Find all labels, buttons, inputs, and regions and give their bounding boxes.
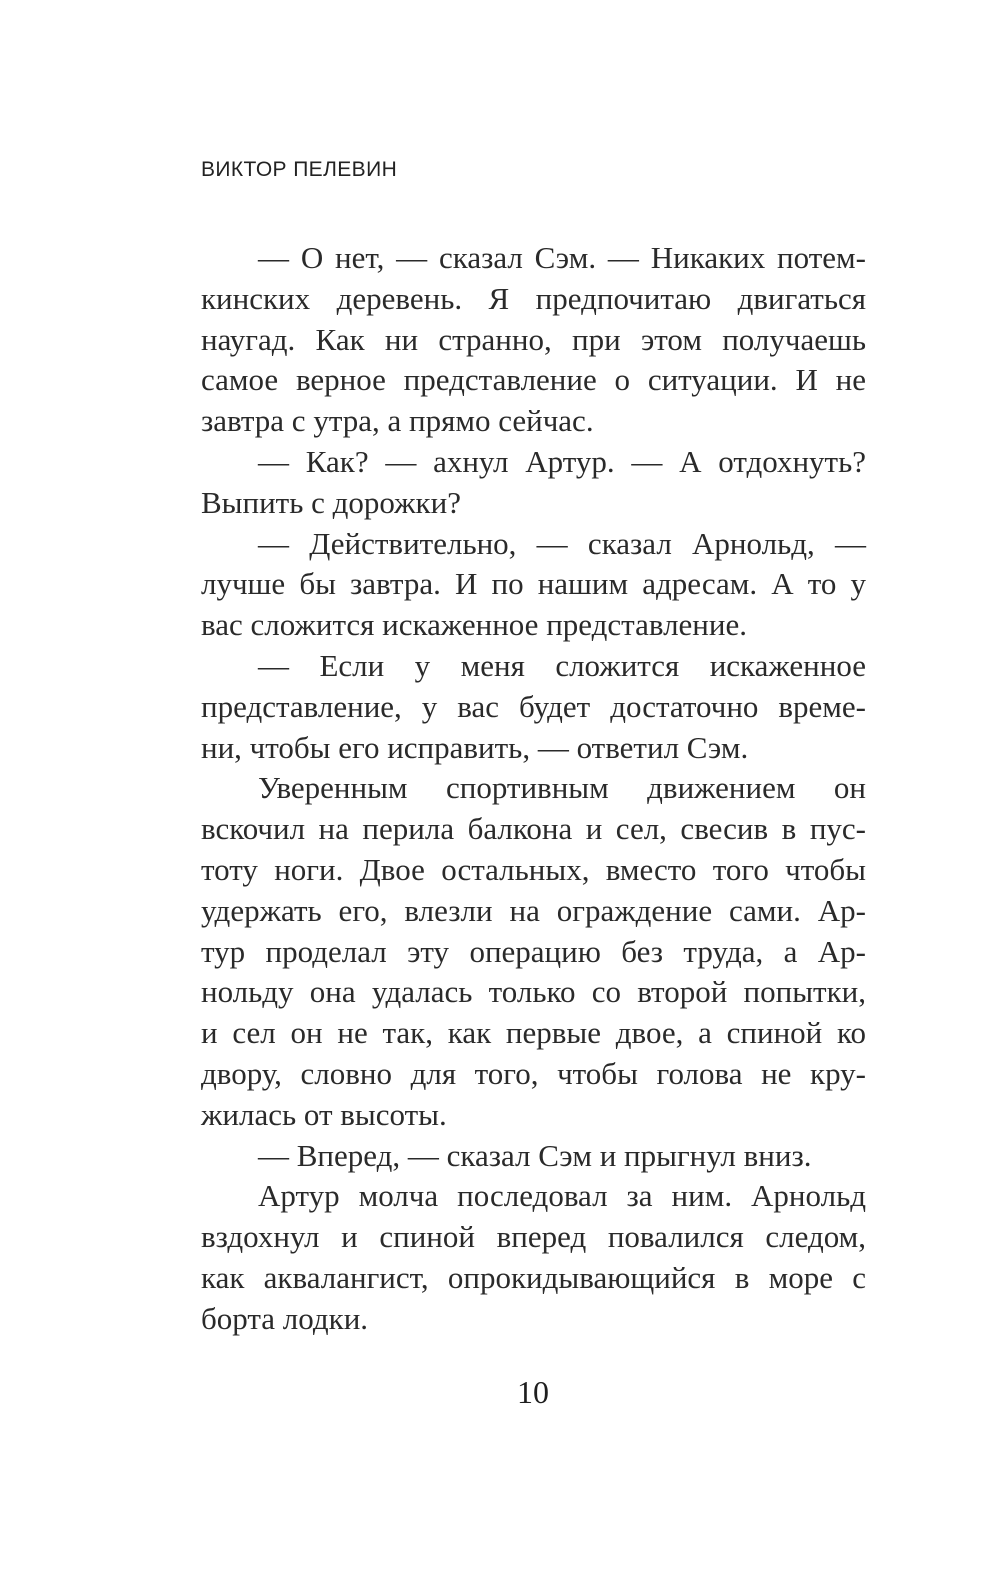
body-text	[201, 238, 866, 1340]
text-line: Выпить с дорожки?	[201, 484, 461, 520]
text-line: — Действительно, — сказал Арнольд, —	[258, 525, 866, 561]
text-line: удержать его, влезли на ограждение сами. Ар-	[201, 892, 866, 928]
page-number: 10	[517, 1374, 549, 1410]
text-line: Уверенным спортивным движением он	[258, 770, 866, 806]
text-line: двору, словно для того, чтобы голова не кру-	[201, 1055, 866, 1091]
text-line: ни, чтобы его исправить, — ответил Сэм.	[201, 729, 749, 765]
text-line: кинских деревень. Я предпочитаю двигаться	[201, 280, 866, 316]
text-line: тур проделал эту операцию без труда, а Ар-	[201, 933, 866, 969]
text-line: наугад. Как ни странно, при этом получаешь	[201, 321, 866, 357]
text-line: лучше бы завтра. И по нашим адресам. А то у	[201, 566, 866, 602]
text-line: жилась от высоты.	[201, 1096, 447, 1132]
text-line: как аквалангист, опрокидывающийся в море с	[201, 1259, 866, 1295]
text-line: — О нет, — сказал Сэм. — Никаких потем-	[258, 240, 866, 275]
text-line: тоту ноги. Двое остальных, вместо того чтобы	[201, 851, 866, 887]
text-line: — Вперед, — сказал Сэм и прыгнул вниз.	[258, 1137, 812, 1173]
text-line: вздохнул и спиной вперед повалился следом,	[201, 1219, 866, 1255]
text-line: — Как? — ахнул Артур. — А отдохнуть?	[258, 443, 866, 479]
text-line: самое верное представление о ситуации. И не	[201, 362, 866, 398]
text-line: Артур молча последовал за ним. Арнольд	[258, 1178, 866, 1214]
text-line: — Если у меня сложится искаженное	[258, 647, 866, 683]
text-line: вас сложится искаженное представление.	[201, 607, 747, 643]
text-line: нольду она удалась только со второй попытки,	[201, 974, 866, 1010]
running-head-author: ВИКТОР ПЕЛЕВИН	[201, 158, 398, 181]
text-line: борта лодки.	[201, 1300, 369, 1336]
text-line: и сел он не так, как первые двое, а спиной ко	[201, 1015, 866, 1051]
text-line: вскочил на перила балкона и сел, свесив в пус-	[201, 811, 866, 847]
text-line: представление, у вас будет достаточно време-	[201, 688, 866, 724]
text-line: завтра с утра, а прямо сейчас.	[201, 403, 594, 439]
